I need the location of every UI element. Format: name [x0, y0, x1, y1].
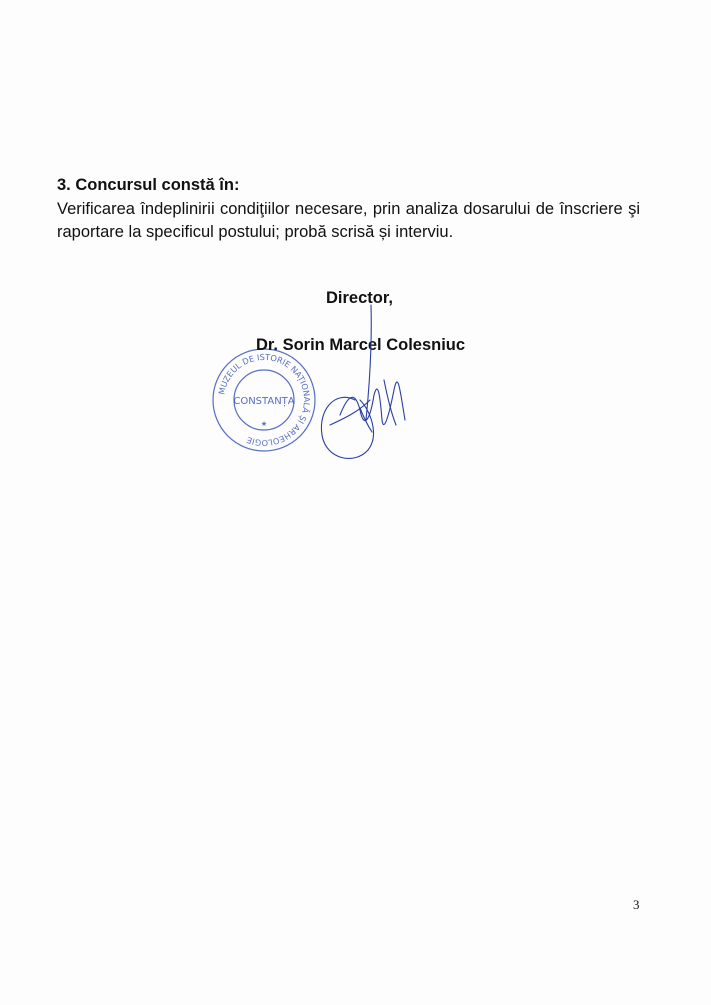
- paragraph-line-1: Verificarea îndeplinirii condiţiilor necesare, prin analiza dosarului de înscriere şi: [57, 200, 640, 218]
- page-number: 3: [633, 897, 640, 912]
- signatory-title: Director,: [326, 289, 393, 307]
- section-heading: 3. Concursul constă în:: [57, 176, 240, 194]
- paragraph-line-2: raportare la specificul postului; probă scrisă și interviu.: [57, 223, 454, 241]
- stamp-center-text: CONSTANȚA: [233, 396, 295, 407]
- signatory-name: Dr. Sorin Marcel Colesniuc: [256, 336, 466, 354]
- section-paragraph: [57, 198, 640, 244]
- stamp-star-icon: ★: [260, 420, 268, 428]
- stamp-outer-textpath: MUZEUL DE ISTORIE NAȚIONALĂ ȘI ARHEOLOGIE: [216, 351, 313, 449]
- handwritten-signature: [300, 300, 430, 475]
